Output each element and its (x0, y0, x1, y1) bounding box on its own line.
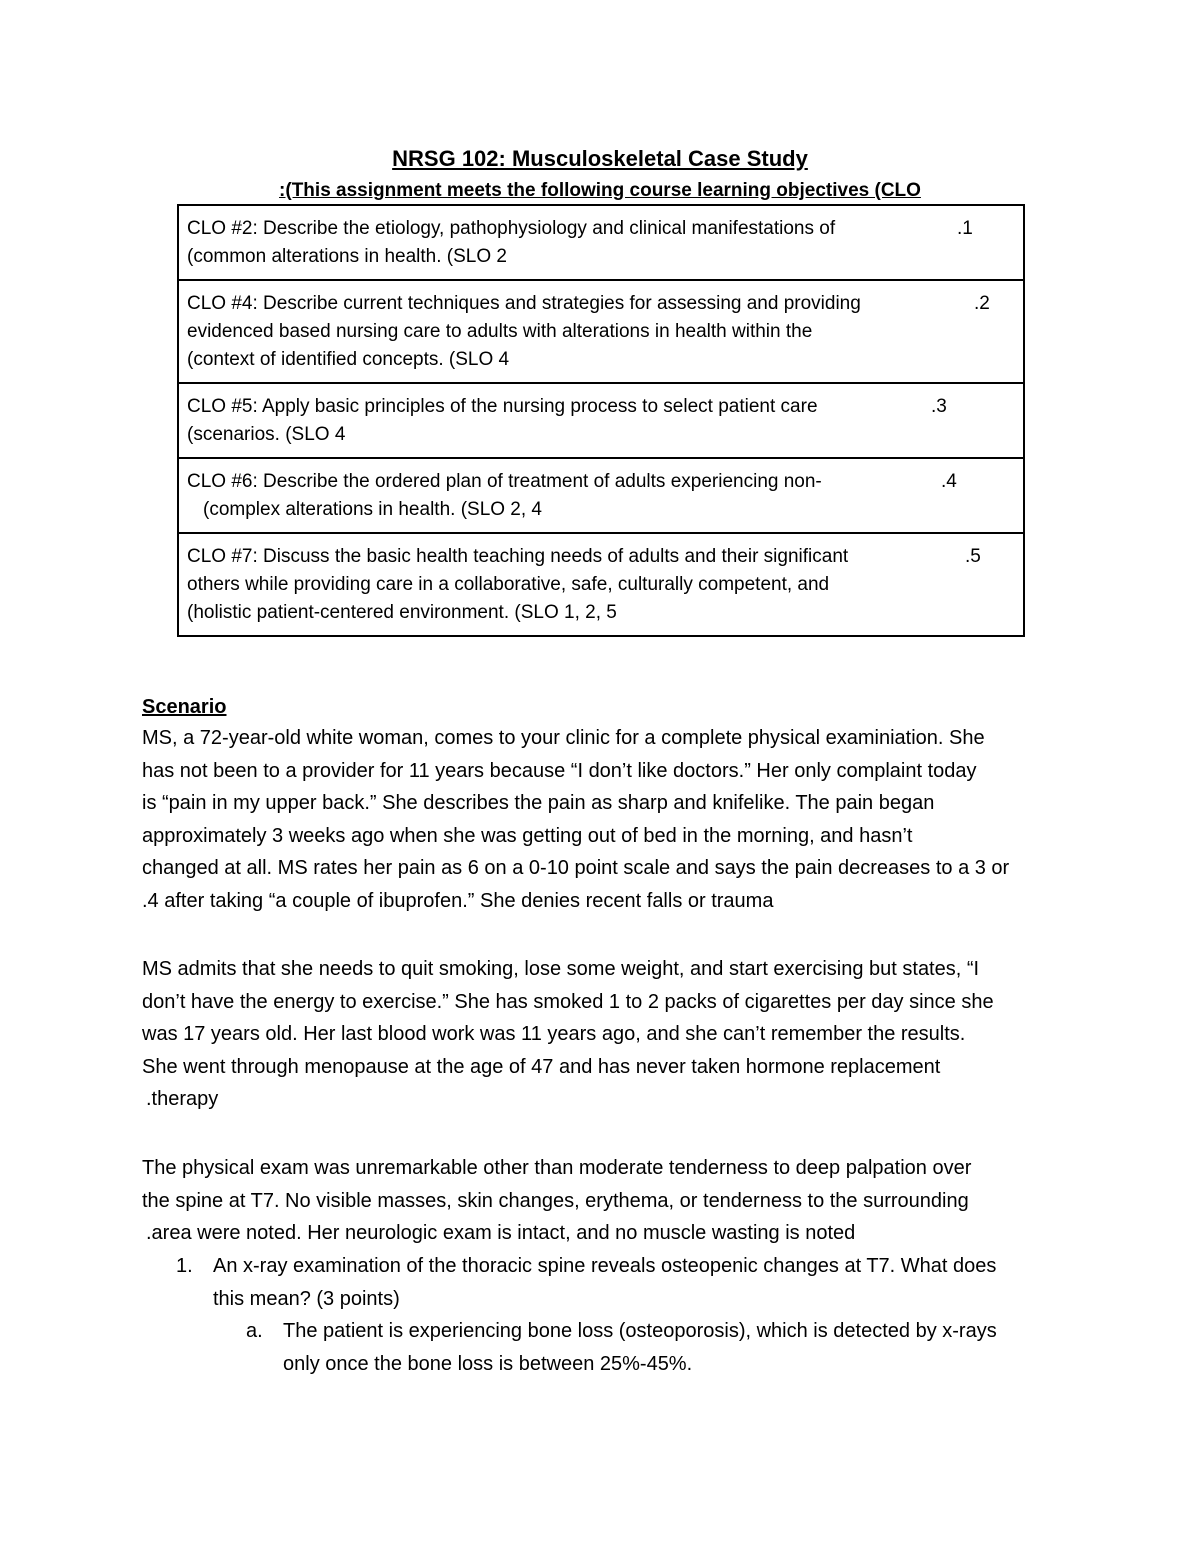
clo-cell (178, 383, 1024, 458)
paragraph-line: .area were noted. Her neurologic exam is intact, and no muscle wasting is noted (146, 1222, 856, 1245)
paragraph-line: .4 after taking “a couple of ibuprofen.” She denies recent falls or trauma (142, 889, 774, 912)
scenario-paragraph-1 (142, 722, 1062, 918)
paragraph-line: has not been to a provider for 11 years because “I don’t like doctors.” Her only complaint today (142, 759, 977, 782)
paragraph-line: MS admits that she needs to quit smoking, lose some weight, and start exercising but states, “I (142, 958, 980, 980)
clo-line: (common alterations in health. (SLO 2 (187, 246, 507, 267)
clo-line: CLO #2: Describe the etiology, pathophysiology and clinical manifestations of (187, 218, 836, 239)
scenario-paragraph-2 (142, 953, 1062, 1116)
paragraph-line: was 17 years old. Her last blood work was 11 years ago, and she can’t remember the results. (142, 1023, 966, 1046)
clo-cell (178, 533, 1024, 636)
clo-row (178, 533, 1024, 636)
clo-number: .1 (957, 218, 973, 239)
clo-text (187, 543, 947, 627)
clo-number: .3 (931, 396, 947, 417)
paragraph-line: .therapy (146, 1088, 219, 1111)
paragraph-line: changed at all. MS rates her pain as 6 on a 0-10 point scale and says the pain decreases to a 3 or (142, 857, 1010, 880)
clo-row (178, 280, 1024, 383)
clo-text (187, 290, 947, 374)
clo-line: CLO #7: Discuss the basic health teaching needs of adults and their significant (187, 546, 849, 567)
paragraph-line: approximately 3 weeks ago when she was getting out of bed in the morning, and hasn’t (142, 824, 913, 847)
clo-cell (178, 280, 1024, 383)
clo-number: .4 (941, 471, 957, 492)
answer-item (246, 1315, 1066, 1380)
clo-line: (holistic patient-centered environment. (SLO 1, 2, 5 (187, 602, 617, 623)
clo-number: .5 (965, 546, 981, 567)
clo-line: (context of identified concepts. (SLO 4 (187, 349, 510, 370)
clo-line: CLO #5: Apply basic principles of the nursing process to select patient care (187, 396, 818, 417)
objectives-intro: :(This assignment meets the following course learning objectives (CLO (279, 180, 921, 201)
question-list (176, 1250, 1066, 1380)
paragraph-line: is “pain in my upper back.” She describes the pain as sharp and knifelike. The pain began (142, 792, 935, 815)
clo-row (178, 205, 1024, 280)
clo-row (178, 458, 1024, 533)
clo-cell (178, 205, 1024, 280)
clo-text (187, 393, 947, 449)
document-title: NRSG 102: Musculoskeletal Case Study (392, 146, 808, 171)
clo-line: (complex alterations in health. (SLO 2, 4 (203, 499, 543, 520)
paragraph-line: The physical exam was unremarkable other than moderate tenderness to deep palpation over (142, 1157, 972, 1179)
scenario-paragraph-3 (142, 1152, 1062, 1250)
clo-line: CLO #4: Describe current techniques and strategies for assessing and providing (187, 293, 861, 314)
clo-line: others while providing care in a collaborative, safe, culturally competent, and (187, 574, 830, 595)
clo-line: (scenarios. (SLO 4 (187, 424, 346, 445)
paragraph-line: the spine at T7. No visible masses, skin changes, erythema, or tenderness to the surrounding (142, 1189, 969, 1212)
question-item (176, 1250, 1066, 1315)
clo-row (178, 383, 1024, 458)
answer-line: The patient is experiencing bone loss (osteoporosis), which is detected by x-rays (283, 1320, 997, 1343)
clo-text (187, 468, 947, 524)
paragraph-line: don’t have the energy to exercise.” She has smoked 1 to 2 packs of cigarettes per day since she (142, 990, 994, 1013)
clo-number: .2 (974, 293, 990, 314)
answer-line: only once the bone loss is between 25%-45%. (283, 1352, 693, 1375)
clo-line: CLO #6: Describe the ordered plan of treatment of adults experiencing non- (187, 471, 822, 492)
paragraph-line: MS, a 72-year-old white woman, comes to your clinic for a complete physical examiniation. She (142, 727, 985, 749)
clo-cell (178, 458, 1024, 533)
clo-text (187, 215, 947, 271)
clo-line: evidenced based nursing care to adults with alterations in health within the (187, 321, 813, 342)
scenario-heading: Scenario (142, 696, 227, 718)
question-line: An x-ray examination of the thoracic spine reveals osteopenic changes at T7. What does (213, 1255, 997, 1277)
clo-table (177, 204, 1025, 637)
question-line: this mean? (3 points) (213, 1287, 400, 1310)
paragraph-line: She went through menopause at the age of 47 and has never taken hormone replacement (142, 1055, 941, 1078)
answer-letter: a. (246, 1320, 263, 1343)
question-number: 1. (176, 1255, 193, 1277)
